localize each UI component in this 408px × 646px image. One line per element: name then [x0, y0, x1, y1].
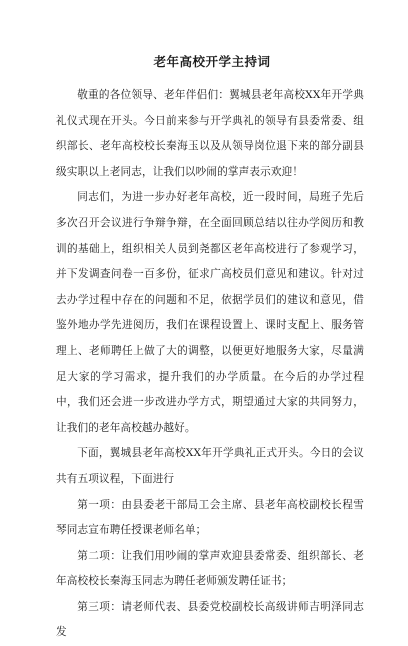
paragraph-item-2: 第二项：让我们用吵闹的掌声欢迎县委常委、组织部长、老年高校校长秦海玉同志为聘任老师颁发聘任证书；	[56, 549, 364, 588]
paragraph-agenda-intro: 下面，翼城县老年高校XX年开学典礼正式开头。今日的会议共有五项议程，下面进行	[56, 447, 364, 485]
document-title: 老年高校开学主持词	[153, 54, 271, 69]
paragraph-item-3: 第三项：请老师代表、县委党校副校长高级讲师吉明泽同志发	[56, 600, 364, 639]
paragraph-progress: 同志们，为进一步办好老年高校，近一段时间，局班子先后多次召开会议进行争辩争辩，在全面回顾总结以往办学阅历和教训的基础上，组织相关人员到尧都区老年高校进行了参观学习，并下发调查问卷一百多份，征求广高校员们意见和建议。针对过去办学过程中存在的问题和不足，依据学员们的建议和意见，借鉴外地办学先进阅历，我们在课程设置上、课时支配上、服务管理上、老师聘任上做了大的调整，以便更好地服务大家，尽量满足大家的学习需求，提升我们的办学质量。在今后的办学过程中，我们还会进一步改进办学方式，期望通过大家的共同努力，让我们的老年高校越办越好。	[56, 191, 364, 434]
paragraph-opening: 敬重的各位领导、老年伴侣们：翼城县老年高校XX年开学典礼仪式现在开头。今日前来参与开学典礼的领导有县委常委、组织部长、老年高校校长秦海玉以及从领导岗位退下来的部分副县级实职以上老同志，让我们以吵闹的掌声表示欢迎！	[56, 89, 364, 178]
paragraph-item-1: 第一项：由县委老干部局工会主席、县老年高校副校长程雪琴同志宣布聘任授课老师名单；	[56, 498, 364, 537]
